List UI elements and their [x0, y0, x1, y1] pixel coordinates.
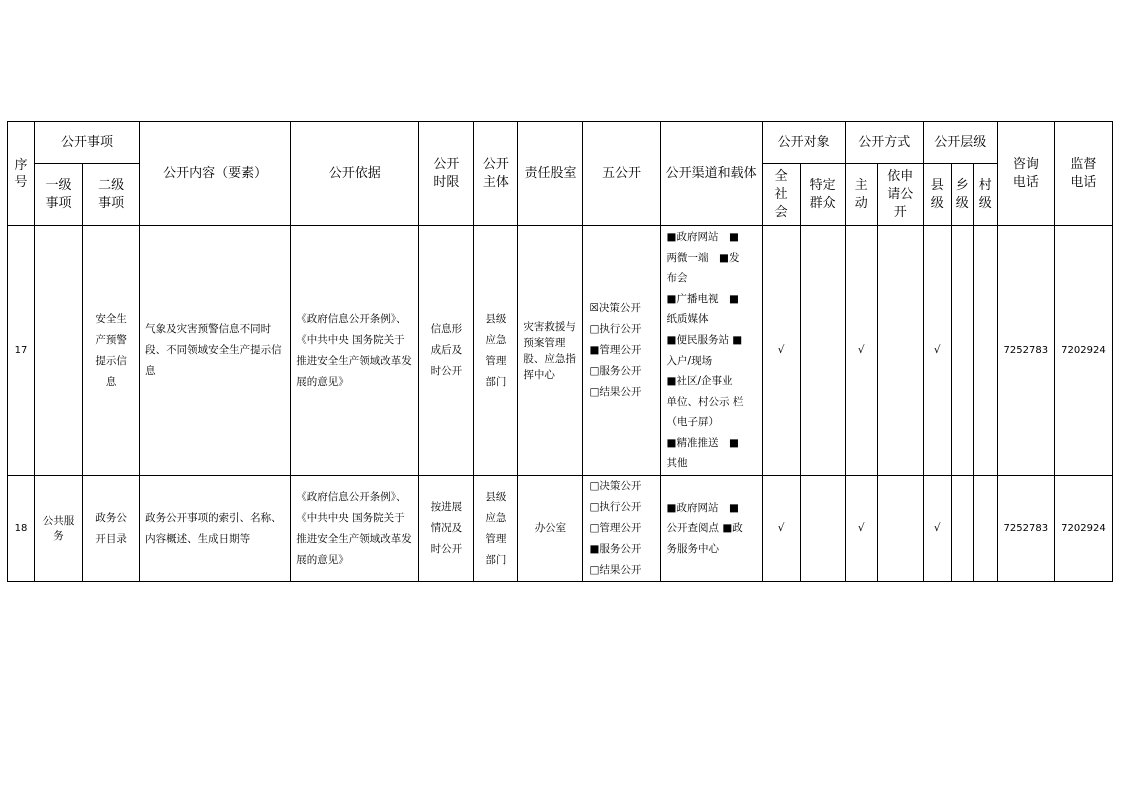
- five-open-item: □执行公开: [589, 323, 642, 335]
- header-time-limit: 公开时限: [419, 122, 474, 226]
- header-content: 公开内容（要素）: [140, 122, 291, 226]
- five-open-item: ■管理公开: [589, 344, 642, 356]
- header-channel: 公开渠道和载体: [660, 122, 762, 226]
- header-basis: 公开依据: [291, 122, 419, 226]
- channel-list: [661, 498, 762, 560]
- header-level-town: 乡级: [951, 164, 973, 226]
- channel-line: 两微一端 ■发: [666, 251, 740, 264]
- row-seq: 18: [8, 476, 35, 582]
- row-content: 气象及灾害预警信息不同时段、不同领域安全生产提示信息: [140, 226, 291, 476]
- row-level1: [35, 226, 83, 476]
- channel-line: 其他: [666, 457, 688, 470]
- channel-line: ■政府网站 ■: [666, 501, 739, 514]
- row-subject: 县级应急管理部门: [474, 476, 518, 582]
- row-dept: 灾害救援与预案管理股、应急指挥中心: [518, 226, 583, 476]
- header-mode-active: 主动: [845, 164, 877, 226]
- row-level1: 公共服务: [35, 476, 83, 582]
- header-mode-apply: 依申请公开: [877, 164, 923, 226]
- row-five-open: [583, 226, 660, 476]
- row-level-town: [951, 226, 973, 476]
- channel-line: ■便民服务站 ■: [666, 333, 743, 346]
- header-level1: 一级事项: [35, 164, 83, 226]
- channel-line: 务服务中心: [666, 542, 720, 555]
- row-channel: [660, 226, 762, 476]
- row-level-county: √: [923, 476, 951, 582]
- header-subject: 公开主体: [474, 122, 518, 226]
- channel-line: ■社区/企事业: [666, 375, 733, 388]
- row-level2: 政务公开目录: [83, 476, 140, 582]
- five-open-item: □结果公开: [589, 386, 642, 398]
- row-level2: 安全生产预警提示信息: [83, 226, 140, 476]
- row-target-all: √: [762, 476, 800, 582]
- row-consult-phone: 7252783: [997, 476, 1054, 582]
- row-basis: 《政府信息公开条例》、《中共中央 国务院关于推进安全生产领域改革发展的意见》: [291, 476, 419, 582]
- channel-line: ■精准推送 ■: [666, 436, 739, 449]
- channel-list: [661, 227, 762, 474]
- row-mode-apply: [877, 476, 923, 582]
- header-target-specific: 特定群众: [800, 164, 845, 226]
- row-supervise-phone: 7202924: [1054, 226, 1112, 476]
- row-channel: [660, 476, 762, 582]
- five-open-item: ☒决策公开: [589, 302, 641, 314]
- row-consult-phone: 7252783: [997, 226, 1054, 476]
- row-dept: 办公室: [518, 476, 583, 582]
- five-open-list: [583, 476, 659, 581]
- header-supervise-phone: 监督电话: [1054, 122, 1112, 226]
- channel-line: 单位、村公示 栏: [666, 395, 744, 408]
- table-row: [8, 226, 1113, 476]
- row-mode-apply: [877, 226, 923, 476]
- row-basis: 《政府信息公开条例》、《中共中央 国务院关于推进安全生产领域改革发展的意见》: [291, 226, 419, 476]
- row-mode-active: √: [845, 476, 877, 582]
- row-target-specific: [800, 226, 845, 476]
- five-open-item: □管理公开: [589, 522, 642, 534]
- header-row-1: [8, 122, 1113, 164]
- table-row: [8, 476, 1113, 582]
- channel-line: 布会: [666, 272, 688, 285]
- row-level-town: [951, 476, 973, 582]
- channel-line: ■广播电视 ■: [666, 292, 739, 305]
- row-subject: 县级应急管理部门: [474, 226, 518, 476]
- channel-line: 纸质媒体: [666, 313, 709, 326]
- five-open-item: □执行公开: [589, 501, 642, 513]
- five-open-item: □服务公开: [589, 365, 642, 377]
- header-level-group: 公开层级: [923, 122, 997, 164]
- header-level-village: 村级: [973, 164, 997, 226]
- row-mode-active: √: [845, 226, 877, 476]
- header-consult-phone: 咨询电话: [997, 122, 1054, 226]
- disclosure-table: [7, 121, 1113, 582]
- header-level-county: 县级: [923, 164, 951, 226]
- header-five-open: 五公开: [583, 122, 660, 226]
- header-dept: 责任股室: [518, 122, 583, 226]
- five-open-item: □结果公开: [589, 564, 642, 576]
- row-time-limit: 按进展情况及时公开: [419, 476, 474, 582]
- row-supervise-phone: 7202924: [1054, 476, 1112, 582]
- row-time-limit: 信息形成后及时公开: [419, 226, 474, 476]
- header-target-all: 全社会: [762, 164, 800, 226]
- channel-line: （电子屏）: [666, 416, 720, 429]
- channel-line: 公开查阅点 ■政: [666, 522, 743, 535]
- channel-line: 入户/现场: [666, 354, 713, 367]
- row-level-village: [973, 476, 997, 582]
- five-open-item: □决策公开: [589, 480, 642, 492]
- header-seq: 序号: [8, 122, 35, 226]
- header-mode-group: 公开方式: [845, 122, 923, 164]
- row-target-all: √: [762, 226, 800, 476]
- row-five-open: [583, 476, 660, 582]
- row-seq: 17: [8, 226, 35, 476]
- row-level-village: [973, 226, 997, 476]
- five-open-list: [583, 298, 659, 403]
- header-item-group: 公开事项: [35, 122, 140, 164]
- row-target-specific: [800, 476, 845, 582]
- five-open-item: ■服务公开: [589, 543, 642, 555]
- row-content: 政务公开事项的索引、名称、内容概述、生成日期等: [140, 476, 291, 582]
- header-level2: 二级事项: [83, 164, 140, 226]
- row-level-county: √: [923, 226, 951, 476]
- channel-line: ■政府网站 ■: [666, 230, 739, 243]
- header-target-group: 公开对象: [762, 122, 845, 164]
